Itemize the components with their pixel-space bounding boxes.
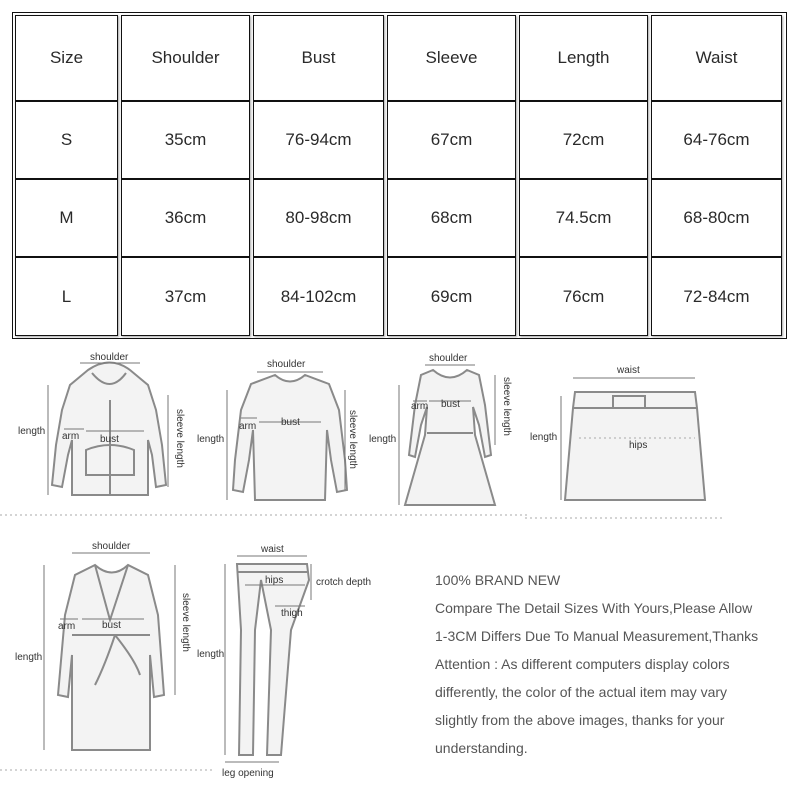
- sleeve-length-label: sleeve length: [501, 377, 512, 436]
- sleeve-length-label: sleeve length: [174, 409, 185, 468]
- header-cell-length: Length: [519, 15, 648, 101]
- sweater-diagram: [195, 350, 385, 525]
- table-header-row: [15, 15, 784, 101]
- table-cell: 68-80cm: [651, 179, 782, 257]
- note-line: understanding.: [435, 740, 528, 756]
- table-cell: 69cm: [387, 257, 516, 336]
- table-cell: 67cm: [387, 101, 516, 179]
- arm-label: arm: [411, 401, 429, 412]
- header-cell-size: Size: [15, 15, 118, 101]
- table-row: [15, 101, 784, 179]
- hoodie-diagram: [0, 345, 200, 525]
- thigh-label: thigh: [281, 608, 303, 619]
- header-cell-sleeve: Sleeve: [387, 15, 516, 101]
- bust-label: bust: [441, 399, 460, 410]
- hips-label: hips: [265, 575, 284, 586]
- table-cell: 76cm: [519, 257, 648, 336]
- table-cell: 84-102cm: [253, 257, 384, 336]
- table-cell: L: [15, 257, 118, 336]
- length-label: length: [530, 432, 558, 443]
- sleeve-length-label: sleeve length: [347, 410, 358, 469]
- bust-label: bust: [102, 620, 121, 631]
- length-label: length: [197, 434, 225, 445]
- header-cell-bust: Bust: [253, 15, 384, 101]
- table-cell: 72cm: [519, 101, 648, 179]
- length-label: length: [15, 652, 43, 663]
- product-notes: [435, 566, 800, 762]
- length-label: length: [197, 649, 225, 660]
- bust-label: bust: [100, 434, 119, 445]
- bust-label: bust: [281, 417, 300, 428]
- note-line: Attention : As different computers display colors: [435, 656, 730, 672]
- table-cell: 64-76cm: [651, 101, 782, 179]
- header-cell-shoulder: Shoulder: [121, 15, 250, 101]
- skirt-diagram: [525, 360, 725, 525]
- shoulder-label: shoulder: [429, 353, 468, 364]
- shoulder-label: shoulder: [90, 352, 129, 363]
- pants-diagram: [195, 540, 395, 785]
- table-cell: 74.5cm: [519, 179, 648, 257]
- table-cell: 80-98cm: [253, 179, 384, 257]
- note-line: differently, the color of the actual item may vary: [435, 684, 728, 700]
- table-cell: 72-84cm: [651, 257, 782, 336]
- arm-label: arm: [62, 431, 80, 442]
- table-row: [15, 257, 784, 336]
- table-cell: 37cm: [121, 257, 250, 336]
- table-row: [15, 179, 784, 257]
- table-cell: 36cm: [121, 179, 250, 257]
- table-cell: 68cm: [387, 179, 516, 257]
- table-cell: M: [15, 179, 118, 257]
- table-cell: 35cm: [121, 101, 250, 179]
- hips-label: hips: [629, 440, 648, 451]
- shoulder-label: shoulder: [92, 541, 131, 552]
- crotch-depth-label: crotch depth: [316, 577, 372, 588]
- table-cell: 76-94cm: [253, 101, 384, 179]
- leg-opening-label: leg opening: [222, 768, 274, 779]
- sleeve-length-label: sleeve length: [180, 593, 191, 652]
- coat-diagram: [0, 535, 215, 785]
- brand-new-note: 100% BRAND NEW: [435, 572, 561, 588]
- note-line: Compare The Detail Sizes With Yours,Please Allow: [435, 600, 753, 616]
- arm-label: arm: [58, 621, 76, 632]
- shoulder-label: shoulder: [267, 359, 306, 370]
- size-chart-table: [12, 12, 787, 339]
- note-line: slightly from the above images, thanks for your: [435, 712, 725, 728]
- header-cell-waist: Waist: [651, 15, 782, 101]
- length-label: length: [18, 426, 46, 437]
- note-line: 1-3CM Differs Due To Manual Measurement,Thanks: [435, 628, 759, 644]
- waist-label: waist: [261, 544, 284, 555]
- waist-label: waist: [617, 365, 640, 376]
- length-label: length: [369, 434, 397, 445]
- arm-label: arm: [239, 421, 257, 432]
- dress-diagram: [365, 345, 530, 525]
- table-cell: S: [15, 101, 118, 179]
